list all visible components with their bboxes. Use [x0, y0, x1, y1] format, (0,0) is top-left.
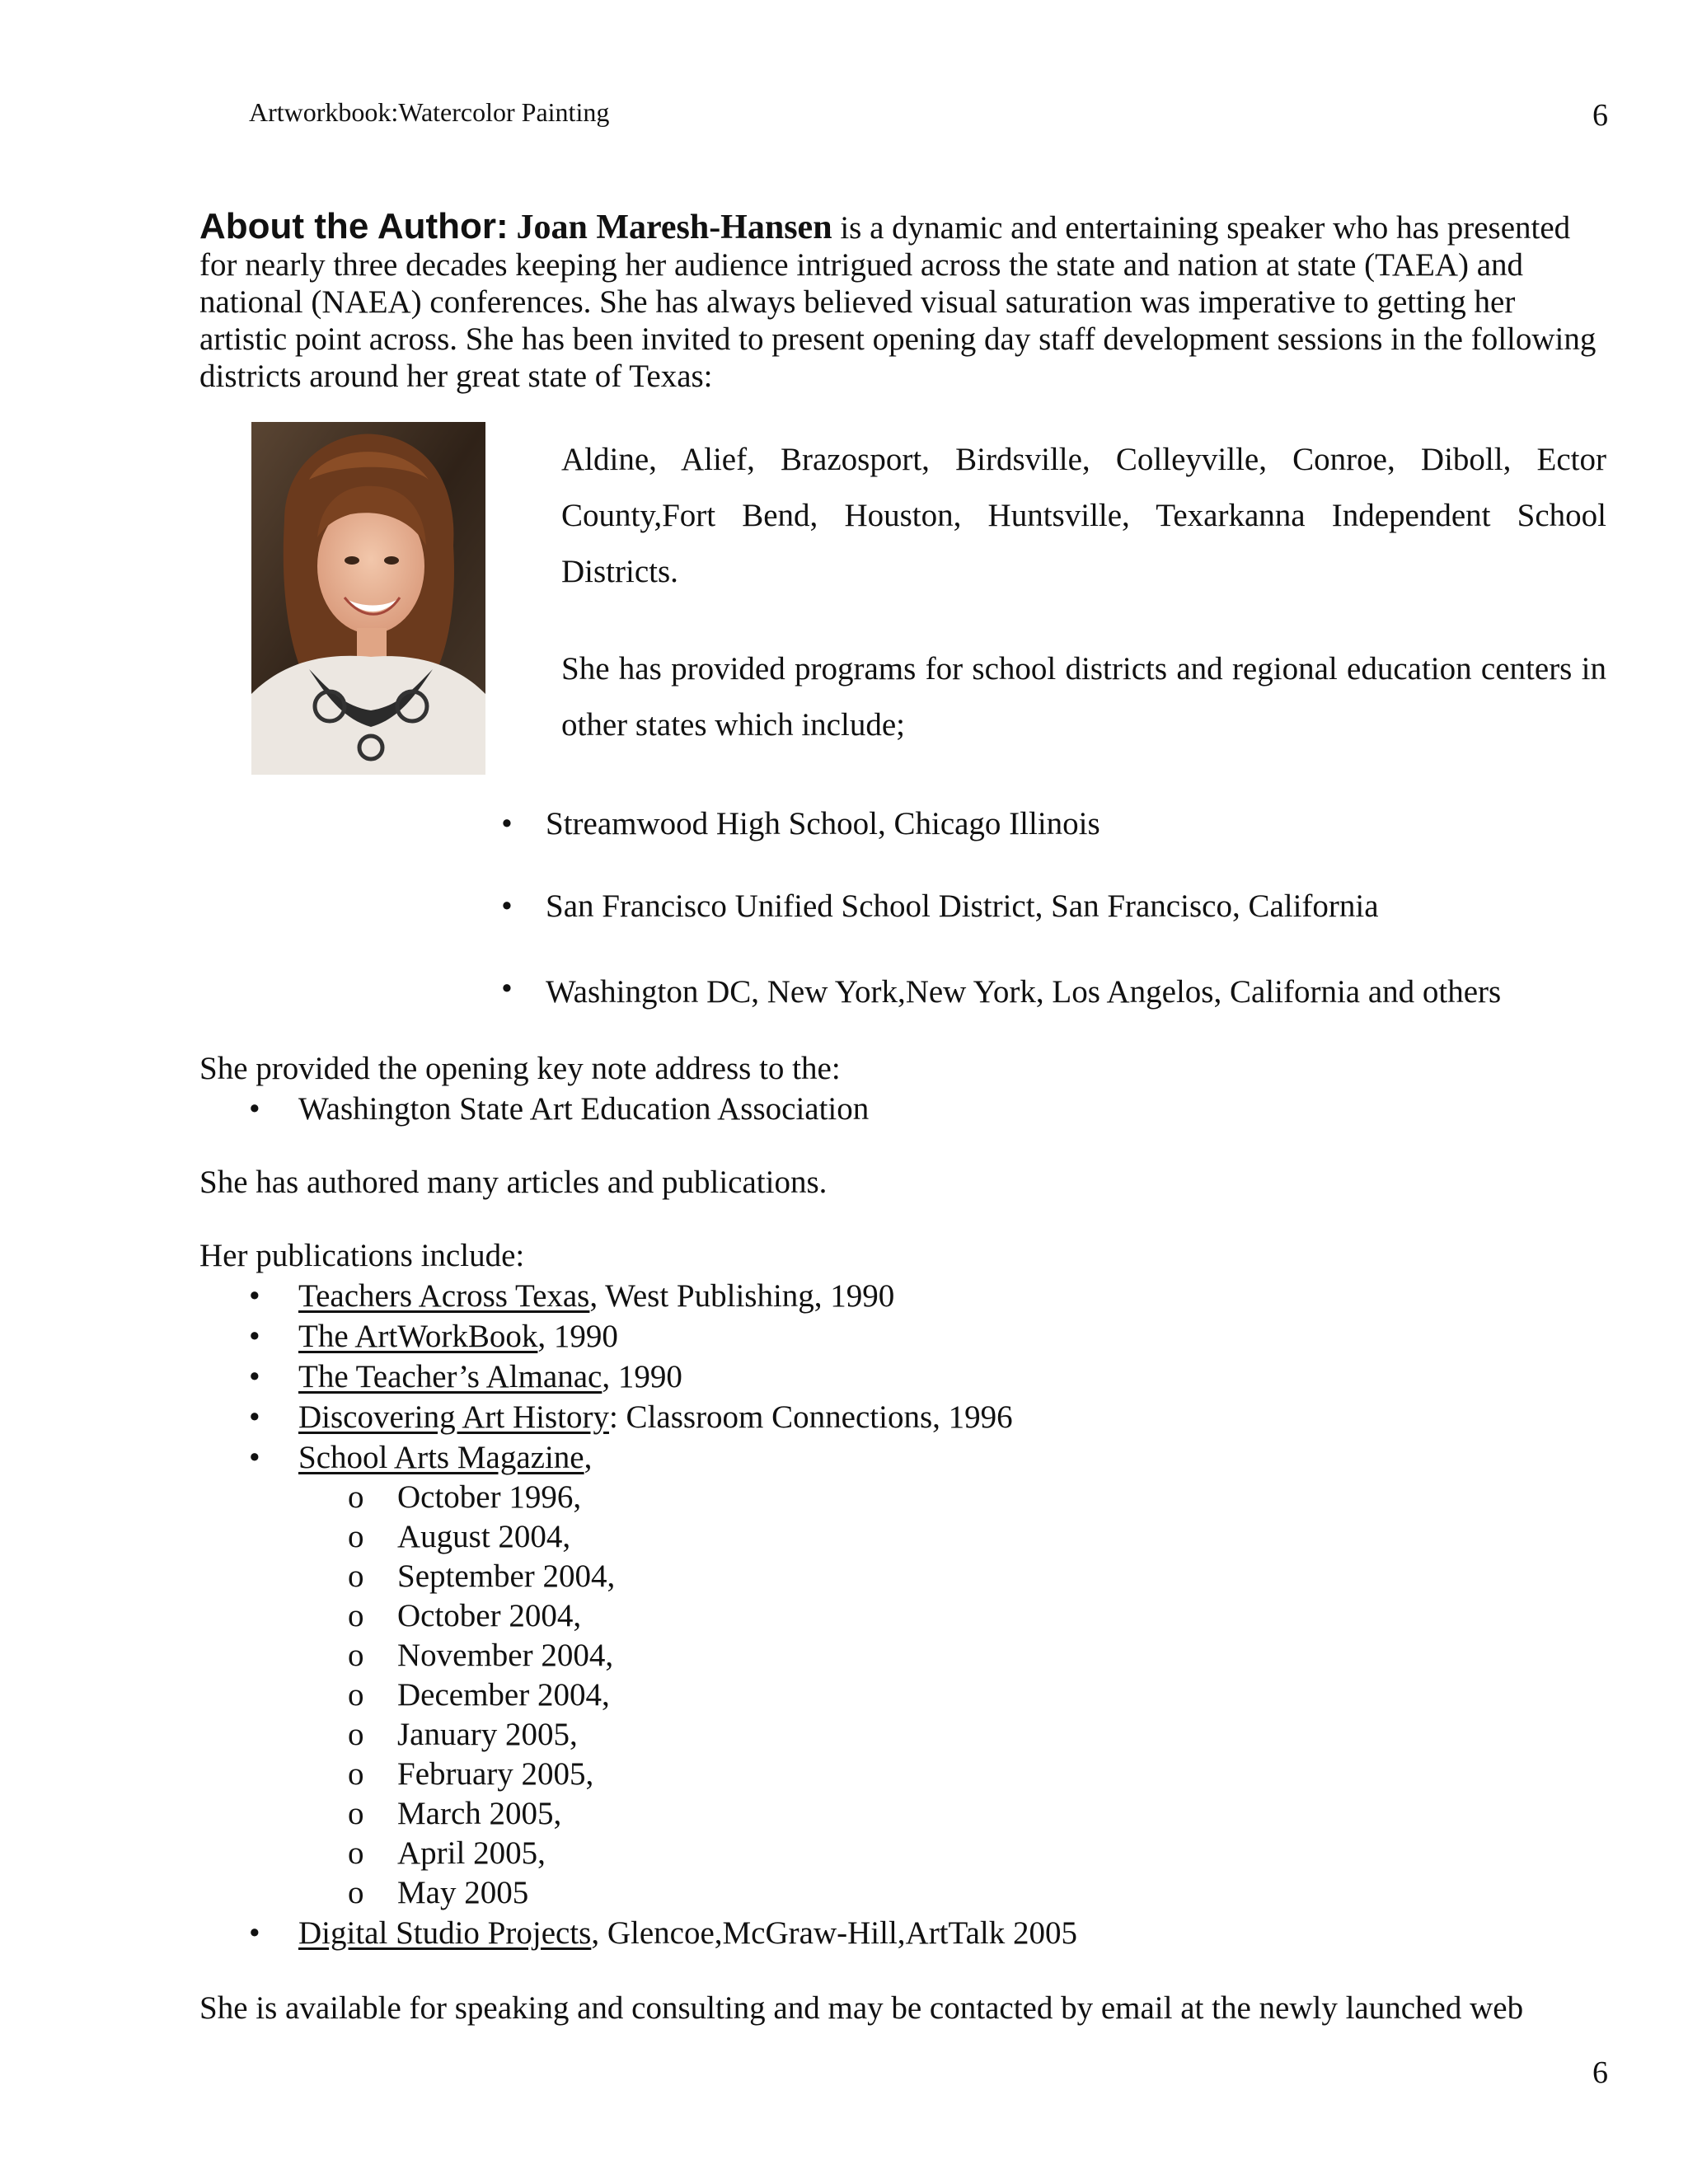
intro-text: is a dynamic and entertaining speaker who has presented for nearly three decades keeping her audience intrigued across the state and nation at state (TAEA) and national (NAEA) conferences. She has always believed visual saturation was imperative to getting her artistic point across. She has been invited to present opening day staff development sessions in the following districts around her great state of Texas: [199, 210, 1597, 394]
sub-bullet-icon: o [348, 1796, 364, 1831]
bullet-icon: • [501, 888, 513, 924]
sub-bullet-icon: o [348, 1717, 364, 1752]
bullet-icon: • [249, 1278, 260, 1314]
bullet-icon: • [249, 1915, 260, 1951]
sub-bullet-icon: o [348, 1479, 364, 1515]
issue-item: o February 2005, [199, 1755, 1601, 1794]
page-number-top: 6 [1592, 98, 1608, 133]
publication-item: • Digital Studio Projects, Glencoe,McGraw-Hill,ArtTalk 2005 [199, 1913, 1601, 1953]
list-item: • Washington DC, New York,New York, Los Angelos, California and others [495, 964, 1648, 1050]
sub-bullet-icon: o [348, 1519, 364, 1554]
author-photo [251, 422, 485, 775]
programs-paragraph: She has provided programs for school districts and regional education centers in other states which include; [561, 651, 1606, 743]
side-text [561, 432, 1606, 794]
bullet-icon: • [501, 806, 513, 841]
sub-bullet-icon: o [348, 1875, 364, 1910]
publications-heading: Her publications include: [199, 1238, 525, 1273]
sub-bullet-icon: o [348, 1677, 364, 1713]
publication-title: The ArtWorkBook [298, 1319, 538, 1354]
closing-text: She is available for speaking and consulting and may be contacted by email at the newly launched web [199, 1990, 1524, 2026]
publication-title: Digital Studio Projects [298, 1915, 592, 1951]
issue-item: o November 2004, [199, 1636, 1601, 1675]
running-title: Artworkbook:Watercolor Painting [249, 97, 610, 127]
districts-paragraph: Aldine, Alief, Brazosport, Birdsville, Colleyville, Conroe, Diboll, Ector County,Fort Bend, Houston, Huntsville, Texarkanna Independent School Districts. [561, 442, 1606, 589]
publication-title: School Arts Magazine [298, 1440, 584, 1475]
bullet-icon: • [249, 1319, 260, 1354]
publications-section [199, 1235, 1601, 1953]
bullet-icon: • [501, 971, 513, 1006]
bullet-icon: • [249, 1359, 260, 1394]
keynote-list [199, 1089, 1601, 1129]
issue-item: o September 2004, [199, 1557, 1601, 1596]
list-item: • Washington State Art Education Association [199, 1089, 1601, 1129]
issue-item: o October 1996, [199, 1478, 1601, 1517]
intro-paragraph [199, 208, 1609, 395]
sub-bullet-icon: o [348, 1638, 364, 1673]
issue-item: o May 2005 [199, 1873, 1601, 1913]
publication-item: • School Arts Magazine, o October 1996, o August 2004, o September 2004, o October 2004, o November 2004, o December 2004, o January 2005, o February 2005, o March 2005, o April 2005, o May 2005 [199, 1437, 1601, 1913]
authored-text: She has authored many articles and publications. [199, 1165, 828, 1200]
publication-item: • Discovering Art History: Classroom Connections, 1996 [199, 1397, 1601, 1437]
publication-item: • The Teacher’s Almanac, 1990 [199, 1357, 1601, 1397]
keynote-section [199, 1048, 1601, 1129]
sub-bullet-icon: o [348, 1756, 364, 1792]
publication-title: Discovering Art History [298, 1399, 609, 1435]
publication-title: Teachers Across Texas [298, 1278, 590, 1314]
bullet-icon: • [249, 1399, 260, 1435]
bullet-icon: • [249, 1091, 260, 1127]
about-heading: About the Author: [199, 206, 509, 246]
issue-item: o October 2004, [199, 1596, 1601, 1636]
author-portrait-icon [251, 422, 485, 775]
sub-bullet-icon: o [348, 1835, 364, 1871]
list-item: • San Francisco Unified School District, San Francisco, California [495, 882, 1648, 964]
sub-bullet-icon: o [348, 1558, 364, 1594]
publication-item: • The ArtWorkBook, 1990 [199, 1316, 1601, 1357]
sub-bullet-icon: o [348, 1598, 364, 1633]
issue-item: o August 2004, [199, 1517, 1601, 1557]
magazine-issues-list [298, 1478, 1601, 1913]
publication-title: The Teacher’s Almanac [298, 1359, 603, 1394]
issue-item: o April 2005, [199, 1834, 1601, 1873]
author-name: Joan Maresh-Hansen [516, 209, 832, 246]
issue-item: o December 2004, [199, 1675, 1601, 1715]
states-list [495, 799, 1648, 1050]
keynote-text: She provided the opening key note address to the: [199, 1051, 841, 1086]
bullet-icon: • [249, 1440, 260, 1475]
page-number-bottom: 6 [1592, 2055, 1608, 2090]
publication-item: • Teachers Across Texas, West Publishing, 1990 [199, 1276, 1601, 1316]
list-item: • Streamwood High School, Chicago Illinois [495, 799, 1648, 882]
publications-list [199, 1276, 1601, 1953]
issue-item: o January 2005, [199, 1715, 1601, 1755]
issue-item: o March 2005, [199, 1794, 1601, 1834]
